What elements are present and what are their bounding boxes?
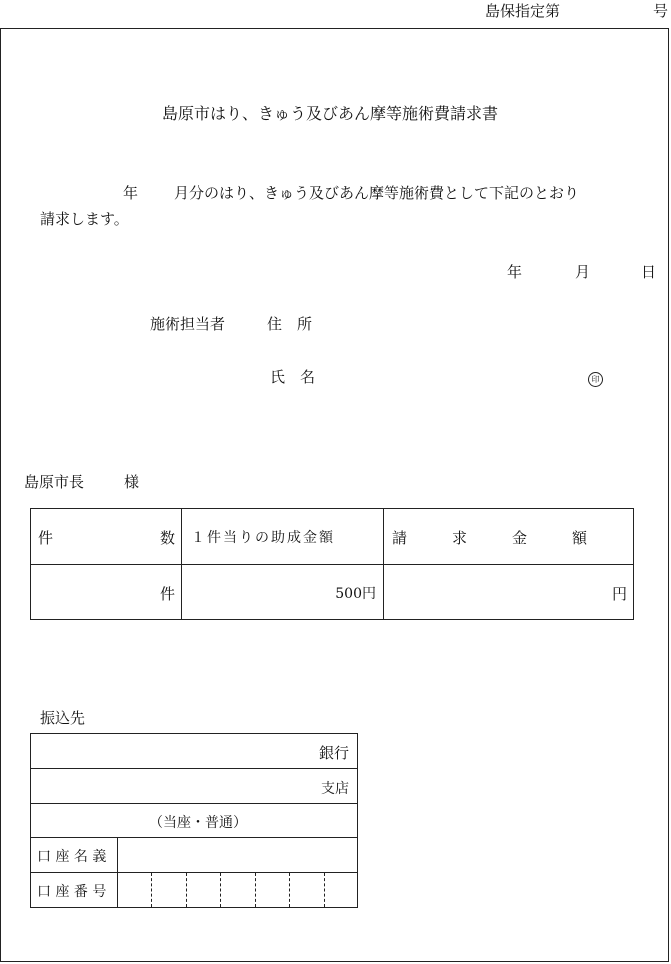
address-label: 住 所 <box>267 315 313 333</box>
seal-mark <box>588 368 603 387</box>
designation-prefix: 島保指定第 <box>485 2 561 20</box>
bank-heading: 振込先 <box>40 709 86 727</box>
number-label: 口 座 番 号 <box>37 884 107 900</box>
account-number-cell[interactable] <box>118 873 358 908</box>
name-label: 氏 名 <box>270 368 316 386</box>
addressee-honorific: 様 <box>124 473 140 491</box>
count-unit: 件 <box>159 585 175 603</box>
count-header-left: 件 <box>38 529 54 547</box>
digit-divider <box>324 873 325 907</box>
bank-name-cell[interactable] <box>31 734 358 769</box>
digit-divider <box>255 873 256 907</box>
body-month-text: 月分のはり、きゅう及びあん摩等施術費として下記のとおり <box>174 184 580 202</box>
practitioner-label: 施術担当者 <box>150 315 226 333</box>
number-label-cell <box>31 873 118 908</box>
per-case-value-cell <box>182 565 384 620</box>
digit-divider <box>151 873 152 907</box>
bank-suffix: 銀行 <box>318 744 349 762</box>
designation-suffix: 号 <box>653 2 669 20</box>
total-unit: 円 <box>611 585 627 603</box>
date-year: 年 <box>507 263 523 281</box>
total-header-cell <box>384 509 634 565</box>
count-value-cell[interactable] <box>31 565 182 620</box>
body-line2: 請求します。 <box>40 210 129 228</box>
holder-label: 口 座 名 義 <box>37 849 107 865</box>
per-case-header: １件当りの助成金額 <box>191 530 335 546</box>
seal-icon: 印 <box>588 372 603 387</box>
bank-table <box>30 733 358 908</box>
per-case-amount: 500円 <box>335 586 376 602</box>
body-year-label: 年 <box>123 184 139 202</box>
account-type-cell[interactable] <box>31 804 358 838</box>
date-month: 月 <box>575 263 591 281</box>
branch-suffix: 支店 <box>321 781 349 797</box>
digit-divider <box>289 873 290 907</box>
digit-divider <box>186 873 187 907</box>
holder-label-cell <box>31 838 118 873</box>
addressee-name: 島原市長 <box>24 473 85 491</box>
claim-table <box>30 508 634 620</box>
date-day: 日 <box>641 263 657 281</box>
count-header-right: 数 <box>159 529 175 547</box>
branch-cell[interactable] <box>31 769 358 804</box>
total-header: 請 求 金 額 <box>392 529 588 547</box>
count-header-cell <box>31 509 182 565</box>
digit-divider <box>220 873 221 907</box>
holder-value-cell[interactable] <box>118 838 358 873</box>
total-value-cell[interactable] <box>384 565 634 620</box>
account-type: （当座・普通） <box>149 815 247 831</box>
per-case-header-cell <box>182 509 384 565</box>
document-title: 島原市はり、きゅう及びあん摩等施術費請求書 <box>162 104 499 123</box>
